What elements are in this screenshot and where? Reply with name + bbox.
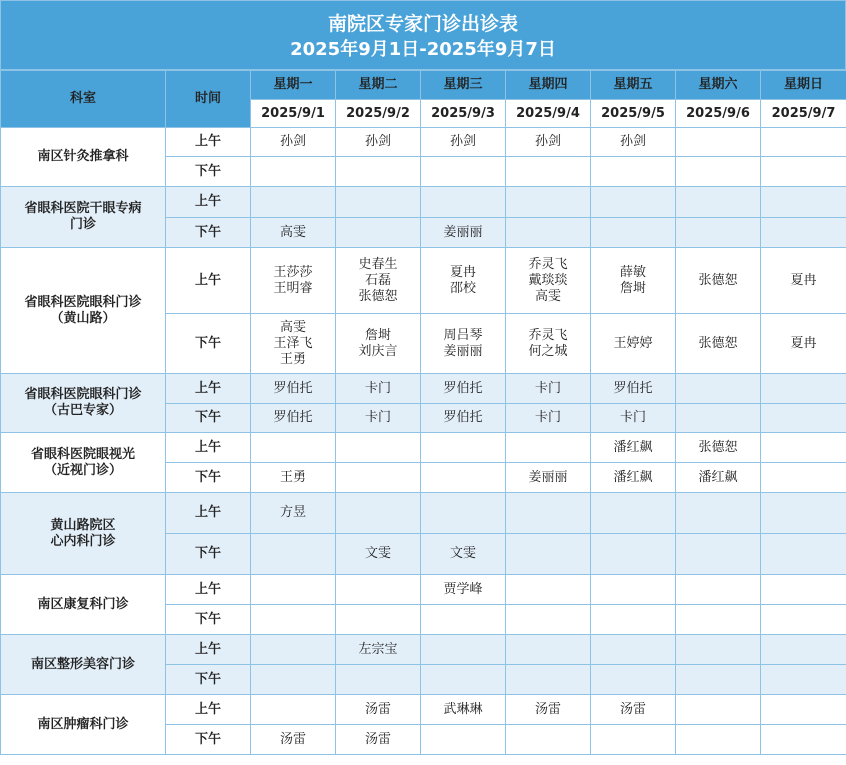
date-header: 2025/9/2 — [336, 100, 421, 128]
doctor-cell — [251, 374, 336, 404]
doctor-name: 方昱 — [279, 505, 306, 520]
time-period: 上午 — [166, 433, 251, 463]
doctor-cell — [251, 463, 336, 493]
schedule-row — [1, 374, 846, 404]
doctor-cell — [421, 534, 506, 575]
doctor-cell — [506, 463, 591, 493]
doctor-cell — [336, 605, 421, 635]
doctor-cell — [761, 248, 846, 314]
doctor-cell — [761, 404, 846, 433]
time-period: 下午 — [166, 404, 251, 433]
doctor-cell — [506, 157, 591, 187]
doctor-cell — [761, 493, 846, 534]
day-header: 星期四 — [506, 71, 591, 100]
doctor-cell — [676, 314, 761, 374]
department-name-line: 省眼科医院眼视光 — [30, 446, 135, 462]
doctor-cell — [251, 433, 336, 463]
doctor-cell — [421, 218, 506, 248]
doctor-name: 高雯 — [534, 288, 561, 304]
doctor-name: 张德恕 — [698, 335, 738, 351]
doctor-cell — [506, 128, 591, 157]
schedule-row — [1, 695, 846, 725]
doctor-cell — [506, 248, 591, 314]
doctor-cell — [676, 157, 761, 187]
doctor-cell — [761, 695, 846, 725]
title-bar — [0, 0, 846, 70]
department-name — [1, 128, 166, 187]
time-period: 下午 — [166, 605, 251, 635]
doctor-cell — [591, 725, 676, 755]
time-period: 上午 — [166, 248, 251, 314]
doctor-cell — [336, 187, 421, 218]
doctor-name: 卡门 — [534, 380, 561, 396]
schedule-body — [1, 128, 846, 755]
doctor-cell — [761, 605, 846, 635]
doctor-name: 孙剑 — [449, 134, 476, 149]
department-name-line: 南区肿瘤科门诊 — [37, 716, 129, 732]
department-name-line: 门诊 — [69, 217, 96, 232]
time-period: 下午 — [166, 218, 251, 248]
doctor-cell — [421, 665, 506, 695]
time-period: 上午 — [166, 635, 251, 665]
doctor-cell — [336, 725, 421, 755]
doctor-cell — [506, 404, 591, 433]
time-period: 下午 — [166, 157, 251, 187]
department-name-line: 省眼科医院眼科门诊 — [24, 294, 142, 310]
department-name-line: 省眼科医院眼科门诊 — [24, 387, 142, 402]
doctor-cell — [676, 493, 761, 534]
doctor-name: 张德恕 — [698, 439, 738, 455]
doctor-cell — [421, 605, 506, 635]
doctor-cell — [761, 575, 846, 605]
doctor-cell — [761, 187, 846, 218]
date-header: 2025/9/1 — [251, 100, 336, 128]
department-name — [1, 575, 166, 635]
department-name — [1, 187, 166, 248]
doctor-name: 潘红飙 — [698, 469, 738, 485]
doctor-cell — [591, 157, 676, 187]
doctor-cell — [506, 187, 591, 218]
doctor-cell — [676, 635, 761, 665]
department-name-line: 心内科门诊 — [50, 533, 116, 549]
doctor-name: 詹埘 — [364, 327, 391, 343]
doctor-cell — [761, 534, 846, 575]
doctor-name: 孙剑 — [279, 134, 306, 149]
doctor-cell — [676, 534, 761, 575]
doctor-name: 夏冉 — [449, 264, 476, 280]
doctor-name: 夏冉 — [790, 272, 817, 288]
doctor-cell — [506, 433, 591, 463]
department-name-line: （近视门诊） — [43, 462, 122, 478]
doctor-cell — [421, 128, 506, 157]
doctor-name: 孙剑 — [619, 134, 646, 149]
doctor-cell — [336, 575, 421, 605]
time-column-header: 时间 — [166, 71, 251, 128]
doctor-cell — [421, 695, 506, 725]
doctor-name: 罗伯托 — [443, 410, 483, 425]
day-header: 星期六 — [676, 71, 761, 100]
doctor-cell — [251, 128, 336, 157]
doctor-name: 汤雷 — [364, 731, 391, 747]
doctor-name: 卡门 — [619, 410, 646, 425]
doctor-name: 石磊 — [364, 272, 391, 288]
schedule-row — [1, 493, 846, 534]
doctor-name: 詹埘 — [619, 280, 646, 296]
doctor-cell — [506, 605, 591, 635]
time-period: 上午 — [166, 187, 251, 218]
doctor-cell — [336, 534, 421, 575]
doctor-cell — [591, 575, 676, 605]
doctor-cell — [421, 725, 506, 755]
doctor-name: 王明睿 — [273, 280, 313, 296]
doctor-name: 戴琰琰 — [528, 272, 568, 288]
doctor-name: 高雯 — [279, 224, 306, 240]
doctor-cell — [591, 463, 676, 493]
doctor-cell — [761, 157, 846, 187]
doctor-cell — [591, 187, 676, 218]
doctor-name: 王泽飞 — [273, 335, 313, 351]
doctor-cell — [421, 635, 506, 665]
date-range: 2025年9月1日-2025年9月7日 — [290, 39, 556, 60]
department-name — [1, 635, 166, 695]
doctor-name: 罗伯托 — [273, 410, 313, 425]
time-period: 下午 — [166, 725, 251, 755]
doctor-cell — [676, 463, 761, 493]
time-period: 上午 — [166, 128, 251, 157]
doctor-cell — [591, 374, 676, 404]
department-name — [1, 493, 166, 575]
doctor-cell — [251, 695, 336, 725]
doctor-name: 王勇 — [279, 351, 306, 367]
doctor-cell — [506, 575, 591, 605]
doctor-cell — [251, 575, 336, 605]
doctor-name: 孙剑 — [534, 134, 561, 149]
doctor-name: 汤雷 — [534, 701, 561, 717]
time-period: 上午 — [166, 695, 251, 725]
doctor-name: 潘红飙 — [613, 439, 653, 455]
doctor-name: 王莎莎 — [273, 264, 313, 280]
doctor-cell — [591, 404, 676, 433]
doctor-cell — [506, 665, 591, 695]
doctor-cell — [591, 493, 676, 534]
department-name-line: 黄山路院区 — [50, 517, 116, 533]
doctor-cell — [251, 534, 336, 575]
doctor-cell — [506, 314, 591, 374]
doctor-cell — [336, 218, 421, 248]
doctor-cell — [676, 374, 761, 404]
doctor-cell — [336, 128, 421, 157]
doctor-cell — [761, 314, 846, 374]
doctor-cell — [251, 665, 336, 695]
doctor-cell — [591, 128, 676, 157]
day-header: 星期日 — [761, 71, 846, 100]
doctor-cell — [761, 463, 846, 493]
doctor-cell — [251, 314, 336, 374]
department-name — [1, 433, 166, 493]
doctor-cell — [761, 128, 846, 157]
doctor-name: 王勇 — [279, 469, 306, 485]
department-name — [1, 248, 166, 374]
doctor-name: 卡门 — [364, 410, 391, 425]
time-period: 上午 — [166, 575, 251, 605]
date-header: 2025/9/7 — [761, 100, 846, 128]
doctor-cell — [421, 374, 506, 404]
doctor-cell — [421, 157, 506, 187]
dept-column-header: 科室 — [1, 71, 166, 128]
day-header: 星期一 — [251, 71, 336, 100]
doctor-cell — [251, 605, 336, 635]
doctor-cell — [676, 248, 761, 314]
doctor-name: 罗伯托 — [613, 380, 653, 396]
time-period: 下午 — [166, 534, 251, 575]
doctor-cell — [251, 187, 336, 218]
doctor-cell — [421, 575, 506, 605]
doctor-name: 姜丽丽 — [528, 469, 568, 485]
day-header-row — [1, 71, 846, 100]
doctor-cell — [506, 493, 591, 534]
doctor-cell — [591, 534, 676, 575]
doctor-name: 孙剑 — [364, 134, 391, 149]
doctor-name: 卡门 — [364, 380, 391, 396]
doctor-name: 周吕琴 — [443, 327, 483, 343]
page-title: 南院区专家门诊出诊表 — [327, 13, 518, 35]
doctor-cell — [336, 493, 421, 534]
doctor-name: 汤雷 — [619, 701, 646, 717]
doctor-cell — [336, 314, 421, 374]
doctor-cell — [336, 404, 421, 433]
doctor-name: 贾学峰 — [443, 581, 483, 597]
doctor-name: 汤雷 — [364, 701, 391, 717]
doctor-cell — [251, 157, 336, 187]
doctor-cell — [676, 187, 761, 218]
schedule-row — [1, 248, 846, 314]
schedule-row — [1, 635, 846, 665]
time-period: 上午 — [166, 493, 251, 534]
doctor-name: 左宗宝 — [358, 641, 398, 657]
department-name-line: （古巴专家） — [43, 403, 122, 418]
date-header: 2025/9/3 — [421, 100, 506, 128]
doctor-cell — [591, 665, 676, 695]
schedule-table — [0, 70, 846, 755]
doctor-name: 张德恕 — [358, 288, 398, 304]
date-header: 2025/9/6 — [676, 100, 761, 128]
doctor-cell — [506, 725, 591, 755]
doctor-cell — [591, 314, 676, 374]
doctor-cell — [336, 635, 421, 665]
department-name — [1, 695, 166, 755]
doctor-cell — [676, 128, 761, 157]
doctor-cell — [336, 248, 421, 314]
doctor-cell — [506, 534, 591, 575]
doctor-cell — [676, 605, 761, 635]
schedule-row — [1, 575, 846, 605]
doctor-cell — [591, 695, 676, 725]
doctor-cell — [591, 248, 676, 314]
doctor-cell — [676, 218, 761, 248]
department-name-line: 南区整形美容门诊 — [30, 656, 135, 672]
doctor-name: 史春生 — [358, 256, 398, 272]
doctor-cell — [676, 725, 761, 755]
doctor-cell — [251, 248, 336, 314]
doctor-name: 文雯 — [449, 546, 476, 561]
doctor-cell — [251, 493, 336, 534]
doctor-name: 文雯 — [364, 546, 391, 561]
doctor-cell — [421, 493, 506, 534]
doctor-name: 王婷婷 — [613, 335, 653, 351]
time-period: 上午 — [166, 374, 251, 404]
doctor-name: 薛敏 — [619, 264, 646, 280]
doctor-name: 武琳琳 — [443, 701, 483, 717]
doctor-cell — [336, 463, 421, 493]
doctor-cell — [336, 374, 421, 404]
doctor-cell — [676, 665, 761, 695]
day-header: 星期二 — [336, 71, 421, 100]
doctor-cell — [506, 695, 591, 725]
doctor-name: 罗伯托 — [443, 380, 483, 396]
day-header: 星期三 — [421, 71, 506, 100]
doctor-cell — [591, 605, 676, 635]
department-name-line: 省眼科医院干眼专病 — [24, 201, 142, 216]
department-name-line: 南区康复科门诊 — [37, 596, 129, 612]
doctor-cell — [421, 314, 506, 374]
time-period: 下午 — [166, 665, 251, 695]
doctor-name: 罗伯托 — [273, 380, 313, 396]
doctor-cell — [676, 433, 761, 463]
doctor-cell — [591, 635, 676, 665]
doctor-cell — [251, 635, 336, 665]
department-name-line: 南区针灸推拿科 — [37, 149, 129, 164]
doctor-cell — [676, 695, 761, 725]
date-header: 2025/9/5 — [591, 100, 676, 128]
doctor-cell — [421, 433, 506, 463]
doctor-cell — [761, 725, 846, 755]
doctor-name: 卡门 — [534, 410, 561, 425]
doctor-name: 夏冉 — [790, 335, 817, 351]
doctor-cell — [591, 218, 676, 248]
doctor-cell — [336, 695, 421, 725]
doctor-cell — [761, 433, 846, 463]
doctor-name: 邵校 — [449, 280, 476, 296]
time-period: 下午 — [166, 463, 251, 493]
doctor-cell — [761, 635, 846, 665]
doctor-cell — [421, 463, 506, 493]
doctor-cell — [336, 433, 421, 463]
doctor-cell — [336, 665, 421, 695]
schedule-row — [1, 433, 846, 463]
time-period: 下午 — [166, 314, 251, 374]
doctor-cell — [506, 218, 591, 248]
doctor-name: 乔灵飞 — [528, 256, 568, 272]
doctor-cell — [676, 404, 761, 433]
doctor-name: 张德恕 — [698, 272, 738, 288]
doctor-name: 何之城 — [528, 343, 568, 359]
doctor-name: 潘红飙 — [613, 469, 653, 485]
department-name-line: （黄山路） — [50, 310, 116, 326]
doctor-name: 高雯 — [279, 319, 306, 335]
doctor-cell — [251, 725, 336, 755]
doctor-cell — [506, 635, 591, 665]
doctor-name: 刘庆言 — [358, 343, 398, 359]
doctor-name: 姜丽丽 — [443, 224, 483, 240]
doctor-cell — [761, 374, 846, 404]
schedule-row — [1, 187, 846, 218]
department-name — [1, 374, 166, 433]
doctor-cell — [506, 374, 591, 404]
doctor-cell — [676, 575, 761, 605]
doctor-cell — [591, 433, 676, 463]
doctor-name: 汤雷 — [279, 731, 306, 747]
doctor-name: 姜丽丽 — [443, 343, 483, 359]
doctor-cell — [421, 404, 506, 433]
day-header: 星期五 — [591, 71, 676, 100]
doctor-cell — [421, 187, 506, 218]
doctor-cell — [251, 404, 336, 433]
doctor-cell — [251, 218, 336, 248]
doctor-cell — [761, 218, 846, 248]
doctor-cell — [421, 248, 506, 314]
doctor-cell — [336, 157, 421, 187]
doctor-cell — [761, 665, 846, 695]
schedule-row — [1, 128, 846, 157]
date-header: 2025/9/4 — [506, 100, 591, 128]
doctor-name: 乔灵飞 — [528, 327, 568, 343]
